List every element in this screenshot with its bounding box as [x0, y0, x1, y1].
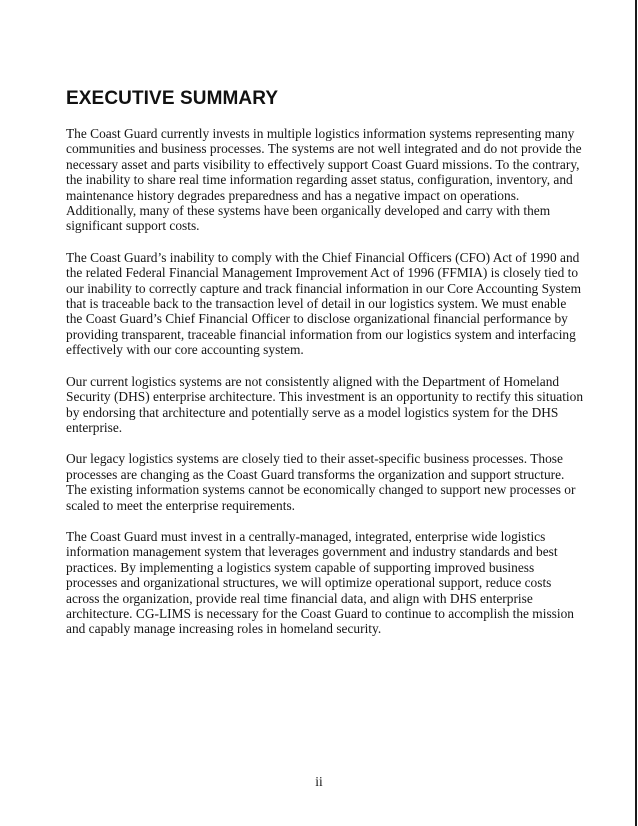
text-line: significant support costs.: [66, 218, 200, 234]
text-line: Our legacy logistics systems are closely tied to their asset-specific business processes. Those: [66, 451, 563, 467]
body-text: [66, 126, 584, 653]
text-line: our inability to correctly capture and track financial information in our Core Accounting System: [66, 280, 582, 296]
text-line: The Coast Guard’s inability to comply with the Chief Financial Officers (CFO) Act of 1990 and: [66, 249, 580, 265]
text-line: Additionally, many of these systems have been organically developed and carry with them: [66, 203, 551, 219]
text-line: communities and business processes. The systems are not well integrated and do not provide the: [66, 141, 582, 157]
text-line: architecture. CG-LIMS is necessary for the Coast Guard to continue to accomplish the mission: [66, 605, 574, 621]
text-line: scaled to meet the enterprise requirements.: [66, 497, 296, 513]
text-line: processes are changing as the Coast Guard transforms the organization and support structure.: [66, 466, 565, 482]
text-line: by endorsing that architecture and potentially serve as a model logistics system for the DHS: [66, 404, 559, 420]
text-line: The Coast Guard currently invests in multiple logistics information systems representing many: [66, 126, 575, 141]
text-line: Security (DHS) enterprise architecture. This investment is an opportunity to rectify this situation: [66, 389, 584, 405]
text-line: practices. By implementing a logistics system capable of supporting improved business: [66, 559, 535, 575]
text-line: across the organization, provide real time financial data, and align with DHS enterprise: [66, 590, 533, 606]
page-number: ii: [315, 774, 323, 789]
text-line: and capably manage increasing roles in homeland security.: [66, 621, 382, 637]
paragraph: [66, 126, 582, 234]
text-line: information management system that leverages government and industry standards and best: [66, 544, 558, 560]
section-heading: EXECUTIVE SUMMARY: [66, 88, 279, 109]
text-line: maintenance history degrades preparedness and has a negative impact on operations.: [66, 187, 520, 203]
text-line: The Coast Guard must invest in a centrally-managed, integrated, enterprise wide logistics: [66, 528, 546, 544]
text-line: The existing information systems cannot be economically changed to support new processes or: [66, 482, 576, 498]
text-line: the Coast Guard’s Chief Financial Officer to disclose organizational financial performance by: [66, 311, 568, 327]
text-line: Our current logistics systems are not consistently aligned with the Department of Homeland: [66, 373, 560, 389]
paragraph: [66, 528, 574, 637]
paragraph: [66, 451, 576, 513]
scan-edge-line: [635, 0, 637, 826]
paragraph: [66, 249, 582, 358]
text-line: providing transparent, traceable financial information from our logistics system and interfacing: [66, 326, 576, 342]
paragraph: [66, 373, 584, 436]
text-line: that is traceable back to the transaction level of detail in our logistics system. We must enable: [66, 296, 567, 312]
text-line: effectively with our core accounting system.: [66, 342, 304, 358]
text-line: necessary asset and parts visibility to effectively support Coast Guard missions. To the contrary,: [66, 156, 580, 172]
text-line: the related Federal Financial Management Improvement Act of 1996 (FFMIA) is closely tied to: [66, 265, 579, 281]
text-line: the inability to share real time information regarding asset status, configuration, inventory, and: [66, 172, 573, 188]
text-line: enterprise.: [66, 419, 123, 435]
text-line: processes and organizational structures, we will optimize operational support, reduce costs: [66, 575, 552, 591]
